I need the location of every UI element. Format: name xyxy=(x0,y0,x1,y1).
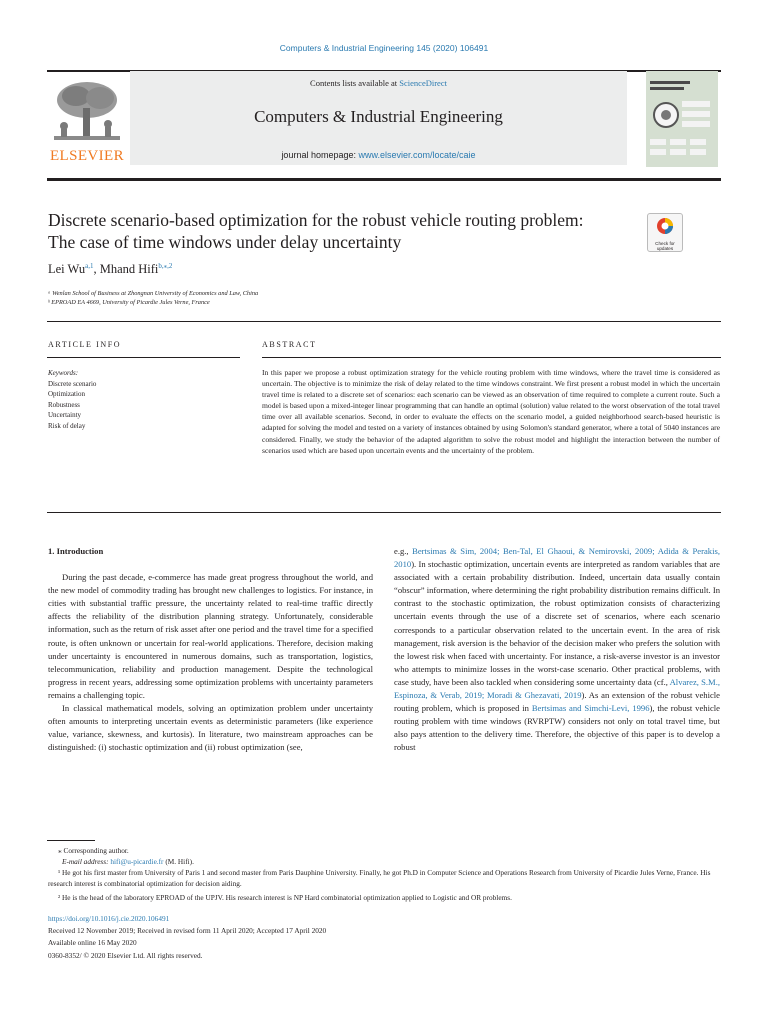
elsevier-logo xyxy=(48,78,126,146)
affiliation-b: ᵇ EPROAD EA 4669, University of Picardie Jules Verne, France xyxy=(48,299,210,306)
citation-link[interactable]: Bertsimas and Simchi-Levi, 1996 xyxy=(531,703,650,714)
left-column xyxy=(48,545,373,754)
keywords-block xyxy=(48,368,96,432)
elsevier-tree-icon xyxy=(48,78,126,146)
footnote-email xyxy=(48,856,194,867)
title-line-2: The case of time windows under delay uncertainty xyxy=(48,232,402,252)
body-text: e.g., xyxy=(394,546,413,556)
author-hifi: Mhand Hifi xyxy=(99,262,159,277)
body-text: ). As an extension of the robust vehicle routing problem, which is proposed in xyxy=(394,690,720,714)
check-updates-icon xyxy=(648,214,682,236)
body-text: ), the robust vehicle routing problem with time windows (RVRPTW) considers not only on total travel time, but also pays attention to the delivery time. Therefore, the objective of this paper is to develop a robust xyxy=(394,703,720,753)
journal-cover-thumbnail xyxy=(646,71,718,167)
contents-line xyxy=(130,78,627,88)
journal-homepage-link[interactable]: www.elsevier.com/locate/caie xyxy=(358,150,476,160)
affiliation-a: ᵃ Wenlan School of Business at Zhongnan University of Economics and Law, China xyxy=(48,290,259,297)
abstract-rule xyxy=(262,357,721,358)
check-for-updates-badge[interactable] xyxy=(647,213,683,252)
sciencedirect-link[interactable]: ScienceDirect xyxy=(399,78,447,88)
article-info-rule xyxy=(47,357,240,358)
author-wu: Lei Wu xyxy=(48,262,86,277)
body-paragraph: In classical mathematical models, solving an optimization problem under uncertainty often amounts to interpreting uncertain events as deterministic parameters (like experience value, variance, skewness, and kurtosis). In literature, two mainstream approaches can be distinguished: (i) stochastic optimization and (ii) robust optimization (see, xyxy=(48,703,373,753)
title-line-1: Discrete scenario-based optimization for the robust vehicle routing problem: xyxy=(48,210,584,230)
header-bottom-rule xyxy=(47,178,721,181)
author-wu-affiliation-marker[interactable]: a,1 xyxy=(85,262,94,270)
cover-image-icon xyxy=(646,71,718,167)
journal-name: Computers & Industrial Engineering xyxy=(254,107,503,126)
author-separator: , xyxy=(93,262,100,277)
received-dates: Received 12 November 2019; Received in revised form 11 April 2020; Accepted 17 April 2020 xyxy=(48,926,327,935)
contents-prefix: Contents lists available at xyxy=(310,78,400,88)
body-paragraph xyxy=(394,545,720,755)
available-online: Available online 16 May 2020 xyxy=(48,938,137,947)
publisher-wordmark: ELSEVIER xyxy=(49,148,125,164)
keyword-item: Discrete scenario xyxy=(48,379,97,388)
section-heading-introduction: 1. Introduction xyxy=(48,546,104,556)
citation-link[interactable]: Bertsimas & Sim, 2004; Ben-Tal, El Ghaoui, & Nemirovski, 2009; Adida & Perakis, 2010 xyxy=(394,546,720,570)
author-hifi-affiliation-marker[interactable]: b,⁎,2 xyxy=(158,262,173,270)
keywords-label: Keywords: xyxy=(48,369,79,377)
check-updates-label: Check for updates xyxy=(655,241,675,252)
keyword-item: Optimization xyxy=(48,390,85,399)
email-label: E-mail address: xyxy=(62,857,111,866)
journal-homepage-line xyxy=(130,150,627,160)
footnote-rule xyxy=(47,840,95,841)
abstract-text: In this paper we propose a robust optimization strategy for the vehicle routing problem with time windows, where the travel time is considered as uncertain. The objective is to minimize the risk of delay related to the time windows constraint. We first present a robust model in which the uncertain travel time is related to a discrete set of scenarios: each scenario can be viewed as an observation of time required to complete a current route. Such a model is based upon a mixed-integer linear programming that can handle an optimal (solution) value related to the worst observation of the total travel time over all available scenarios. Second, in order to evaluate the effects on the scenario model, a guided neighborhood search-based heuristic is adapted for solving the model and tested on a variety of instances obtained by using Solomon's standard generator, where a total of 5040 instances are considered. Finally, we study the behavior of the adapted algorithm to solve the robust model and highlight the interaction between the number of scenarios used which are based upon uncertain events and the uncertainty of the problem. xyxy=(262,368,720,455)
doi-link[interactable]: https://doi.org/10.1016/j.cie.2020.106491 xyxy=(48,914,170,923)
email-suffix: (M. Hifi). xyxy=(163,857,194,866)
journal-reference-link[interactable]: Computers & Industrial Engineering 145 (2020) 106491 xyxy=(279,43,489,53)
footnote-1: ¹ He got his first master from University of Paris 1 and second master from Paris Dauphine University. Finally, he got Ph.D in Computer Science and Operations Research from University of Picardie Jules Verne, France. His research interest is combinatorial optimization for decision aiding. xyxy=(48,868,711,888)
section-rule-bottom xyxy=(47,512,721,513)
article-info-heading: ARTICLE INFO xyxy=(48,340,122,349)
doi-link-wrap xyxy=(48,913,169,924)
right-column xyxy=(394,545,720,755)
keyword-item: Robustness xyxy=(48,400,80,409)
homepage-prefix: journal homepage: xyxy=(281,150,359,160)
section-rule-top xyxy=(47,321,721,322)
body-text: ). In stochastic optimization, uncertain events are interpreted as random variables that are associated with a certain probability distribution. Indeed, uncertain data usually contain “obscur” information, where determining the right probability distribution remains difficult. In contrast to the stochastic optimization, the robust optimization consists of characterizing uncertain events through the use of a discrete set of scenarios, where each scenario corresponds to a particular observation related to the uncertain event. In the area of risk management, risk aversion is the behavior of the decision maker who prefers the solution with the lowest risk when faced with uncertainty. For instance, a risk-averse investor is an investor who attempts to minimize losses in the worst-case scenario. Other practical problems, with case study, have been also tackled when considering some uncertainty data (cf., xyxy=(394,559,720,687)
abstract-heading: ABSTRACT xyxy=(262,340,317,349)
citation-link[interactable]: Alvarez, S.M., Espinoza, & Verab, 2019; Moradi & Ghezavati, 2019 xyxy=(394,676,720,701)
copyright-notice: 0360-8352/ © 2020 Elsevier Ltd. All rights reserved. xyxy=(48,951,203,960)
author-line xyxy=(48,262,172,277)
footnote-corresponding-author: ⁎ Corresponding author. xyxy=(58,846,129,855)
footnote-2: ² He is the head of the laboratory EPROAD of the UPJV. His research interest is NP Hard combinatorial optimization applied to Logistic and OR problems. xyxy=(58,893,512,902)
email-link[interactable]: hifi@u-picardie.fr xyxy=(110,857,164,866)
body-paragraph: During the past decade, e-commerce has made great progress throughout the world, and the new model of commodity trading has brought new challenges to logistics. For instance, in cities with substantial traffic pressure, the uncertainty related to real-time traffic directly affects the reliability of the distribution planning strategy. Unfortunately, considerable information, such as the return of risk asset after one period and the travel time for a specified route, is often unknown or uncertain for real-world applications. Therefore, decision making under uncertainty is encountered in numerous domains, such as transportation, logistics, telecommunication, reliability and production management. Despite the technological progress in recent years, addressing some optimization problems with uncertainty parameters remains a challenging topic. xyxy=(48,572,373,700)
keyword-item: Uncertainty xyxy=(48,411,82,420)
keyword-item: Risk of delay xyxy=(48,421,86,430)
article-title xyxy=(48,209,638,253)
